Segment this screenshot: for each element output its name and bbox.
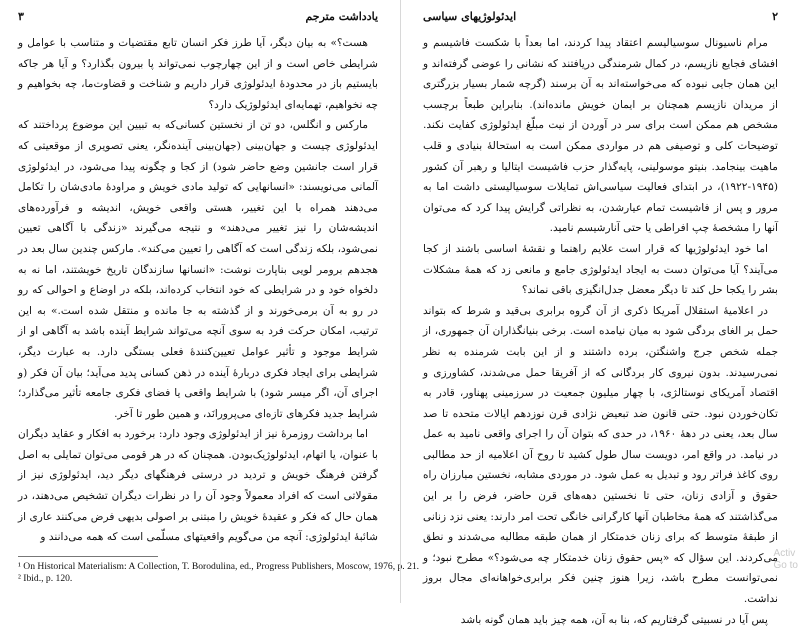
right-running-head — [423, 10, 778, 23]
left-page-number: ۳ — [18, 10, 24, 23]
left-running-head — [18, 10, 378, 23]
right-header-title: ایدئولوژیهای سیاسی — [423, 10, 517, 23]
left-paragraph-2: مارکس و انگلس، دو تن از نخستین کسانی‌که به تبیین این موضوع پرداختند که ایدئولوژی چیست و جهان‌بینی (جهان‌بینی آینده‌نگر، یعنی تصویری از موقعیتی که قرار است جانشین وضع حاضر شود) از کجا و چگونه پیدا می‌شود، در ایدئولوژی آلمانی می‌نویسند: «انسانهایی که تولید مادی خویش و مراودهٔ مادی‌شان را تکامل می‌دهند همراه با این تغییر، هستی واقعی خویش، اندیشه و فرآورده‌های اندیشه‌شان را نیز تغییر می‌دهند» و نتیجه می‌گیرند «زندگی با آگاهی تعیین نمی‌شود، بلکه زندگی است که آگاهی را تعیین می‌کند». مارکس چندین سال بعد در هجدهم برومر لویی بناپارت نوشت: «انسانها سازندگان تاریخ خویشتند، اما نه به دلخواه خود و در شرایطی که خود انتخاب کرده‌اند، بلکه در اوضاع و احوالی که رو در رو به آن برمی‌خورند و از گذشته به جا مانده و منتقل شده است.» به این ترتیب، امکان حرکت فرد به سوی آنچه می‌تواند شرایط آینده باشد به آگاهی او از شرایط موجود و تأثیر عوامل تعیین‌کنندهٔ فعلی بستگی دارد. به عبارت دیگر، شرایطی برای ایجاد فکری دربارهٔ آینده در ذهن کسانی پدید می‌آید؛ بیان آن فکر (و اجرای آن، اگر میسر شود) با شرایط واقعی یا فضای فکری جامعه تأثیر می‌گذارد؛ شرایط جدید فکرهای تازه‌ای می‌پرورانَد، و همین طور تا آخر. — [18, 119, 378, 420]
activation-watermark — [774, 548, 798, 572]
right-paragraph-1: مرام ناسیونال سوسیالیسم اعتقاد پیدا کردند، اما بعداً با شکست فاشیسم و افشای فجایع نازیسم، در کمال شرمندگی دریافتند که نشانی را عوضی گرفته‌اند و این همان جایی نبوده که می‌خواسته‌اند به آن برسند (گرچه شمار بسیار بزرگتری از مریدان نازیسم همچنان بر ایمان خویش مانده‌اند). بنابراین طبعاً برچسب مشخص هم ممکن است برای سر در آوردن از نیت مبلّغ ایدئولوژی کفایت نکند. توضیحات کلی و توصیفی هم در مواردی ممکن است به استحالهٔ بنیادی و قلب ماهیت بینجامد. بنیتو موسولینی، پایه‌گذار حزب فاشیست ایتالیا و رهبر آن کشور (۱۹۴۵-۱۹۲۲)، در ابتدای فعالیت سیاسی‌اش تمایلات سوسیالیستی داشت اما به مرور و پس از فاشیست تمام عیارشدن، به نظراتی گرایش پیدا کرد که می‌توان آنها را مشخصهٔ چپ افراطی یا حتی آنارشیسم نامید. — [423, 37, 778, 235]
left-paragraph-3: اما برداشت روزمرهٔ نیز از ایدئولوژی وجود دارد: برخورد به افکار و عقاید دیگران با عنوان، یا اتهام، ایدئولوژیک‌بودن. همچنان که در هر قومی می‌توان تمایلی به اصل گرفتن فرهنگ خویش و تردید در درستی فرهنگهای دیگر دید، ایدئولوژی نیز از مقولاتی است که افراد معمولاً وجود آن را در نظرات دیگران تشخیص می‌دهند، در همان حال که فکر و عقیدهٔ خویش را مبتنی بر اصولی بدیهی فرض می‌کنند عاری از شائبهٔ ایدئولوژی: آنچه من می‌گویم واقعیتهای مسلّمی است که همه می‌دانند و — [18, 428, 378, 544]
left-header-title: یادداشت مترجم — [305, 10, 378, 23]
footnote-rule — [18, 556, 158, 557]
right-page-number: ۲ — [772, 10, 778, 23]
right-paragraph-3: در اعلامیهٔ استقلال آمریکا ذکری از آن گروه برابری بی‌قید و شرط که بتواند حمل بر الغای بردگی شود به میان نیامده است. برخی بنیانگذاران آن جمهوری، از جمله شخص جرج واشنگتن، برده داشتند و از این بابت شرمنده به نظر نمی‌رسیدند. بدون نیروی کار بردگانی که از آفریقا حمل می‌شدند، کشاورزی و اقتصاد آمریکای نوستالژی، با چهار میلیون جمعیت در سرزمینی پهناور، قادر به تکان‌خوردن نبود. حتی قانون ضد تبعیض نژادی قرن نوزدهم ایالات متحده تا صد سال بعد، یعنی در دههٔ ۱۹۶۰، در حدی که بتوان آن را اجرای واقعی نامید به عمل در نیامد. در واقع امر، دویست سال طول کشید تا روح آن اعلامیه از حد مطالبی روی کاغذ فراتر رود و تبدیل به عمل شود. در موردی مشابه، نخستین مبارزان راه حقوق و آزادی زنان، حتی تا نخستین دهه‌های قرن حاضر، فرض را بر این می‌گذاشتند که همهٔ مخاطبان آنها کارگرانی خانگی تحت امر دارند: یعنی نزد زنانی از طبقهٔ متوسط که برای زنان خدمتکار از همان طبقه مطالبه می‌شدند و نطق می‌کردند. این سؤال که «پس حقوق زنان خدمتکار چه می‌شود؟» مطرح نبود؛ و نمی‌توانست مطرح باشد، زیرا هنوز چنین فکر برابری‌خواهانه‌ای مجال بروز نداشت. — [423, 304, 778, 606]
watermark-line-2: Go to — [773, 560, 798, 571]
watermark-line-1: Activ — [773, 548, 796, 559]
left-paragraph-1: هست؟» به بیان دیگر، آیا طرز فکر انسان تابع مقتضیات و متناسب با عوامل و شرایطی خاص است و از این چهارچوب نمی‌تواند پا بیرون بگذارد؟ و آیا هر جاکه بایستیم باز در محدودهٔ ایدئولوژی قرار داریم و شناخت و قضاوت‌ما، چه بخواهیم و چه نخواهیم، تهمایه‌ای ایدئولوژیک دارد؟ — [18, 37, 378, 111]
right-paragraph-2: اما خود ایدئولوژیها که قرار است علایم راهنما و نقشهٔ اساسی باشند از کجا می‌آیند؟ آیا می‌توان دست به ایجاد ایدئولوژی جامع و مانعی زد که همهٔ مشکلات بشر را یکجا حل کند تا دیگر معضل جدل‌انگیزی باقی نماند؟ — [423, 242, 778, 297]
left-footnotes — [18, 556, 420, 585]
right-page — [400, 0, 800, 626]
right-paragraph-4: پس آیا در نسبیتی گرفتاریم که، بنا به آن، همه چیز باید همان گونه باشد — [460, 613, 768, 626]
footnote-2: ² Ibid., p. 120. — [18, 573, 73, 584]
footnote-1: ¹ On Historical Materialism: A Collection, T. Borodulina, ed., Progress Publishers, Moscow, 1976, p. 21. — [18, 561, 420, 572]
